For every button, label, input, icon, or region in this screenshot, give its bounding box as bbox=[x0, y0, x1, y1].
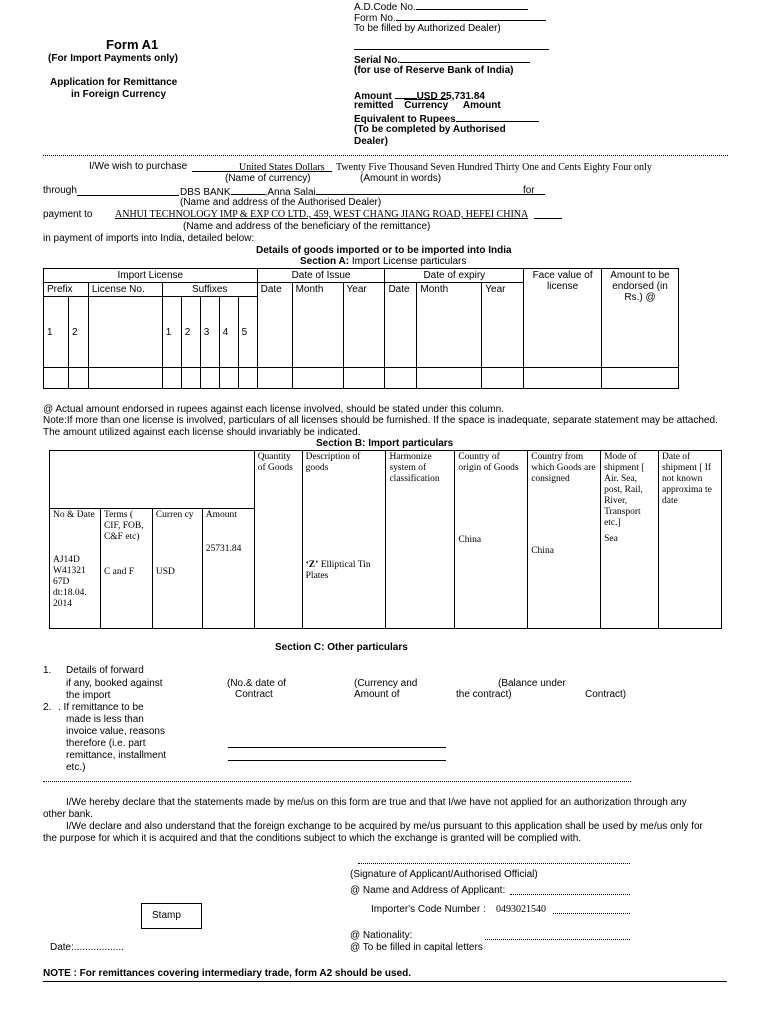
signature-label: (Signature of Applicant/Authorised Official) bbox=[350, 869, 538, 880]
importer-code-value: 0493021540 bbox=[496, 904, 546, 915]
no-date-value: AJ14D W41321 67D dt:18.04. 2014 bbox=[53, 555, 87, 609]
currency-label: Currency bbox=[404, 100, 449, 111]
remitted-line bbox=[354, 100, 501, 112]
license-header-row bbox=[44, 269, 679, 283]
suffixes-header: Suffixes bbox=[162, 283, 257, 297]
beneficiary-note: (Name and address of the beneficiary of the remittance) bbox=[183, 221, 431, 232]
suffix-3: 3 bbox=[200, 297, 219, 368]
suffix-5: 5 bbox=[238, 297, 257, 368]
import-header-row bbox=[50, 451, 722, 509]
contract-close: Contract) bbox=[585, 689, 627, 700]
amount-header: Amount bbox=[205, 510, 237, 520]
section-a-subtitle: Import License particulars bbox=[349, 256, 467, 267]
item1-number: 1. bbox=[43, 665, 52, 676]
completed-by-1: (To be completed by Authorised bbox=[354, 124, 506, 135]
terms-header: Terms ( CIF, FOB, C&F etc) bbox=[103, 510, 144, 542]
license-blank-row bbox=[44, 368, 679, 389]
note-3: The amount utilized against each license should invariably be indicated. bbox=[43, 427, 361, 438]
item2-line3: invoice value, reasons bbox=[66, 726, 165, 737]
date-of-issue-header: Date of Issue bbox=[257, 269, 385, 283]
through-label: through bbox=[43, 185, 77, 196]
item2-number: 2. bbox=[43, 702, 52, 713]
capital-note: @ To be filled in capital letters bbox=[350, 942, 483, 953]
mode-header bbox=[601, 451, 659, 629]
date-of-expiry-header: Date of expiry bbox=[385, 269, 524, 283]
expiry-date-header: Date bbox=[385, 283, 417, 368]
application-title-2: in Foreign Currency bbox=[71, 89, 167, 100]
date-label: Date:.................. bbox=[50, 942, 124, 953]
item1-line3: the import bbox=[66, 690, 111, 701]
wish-label: I/We wish to purchase bbox=[89, 161, 188, 172]
form-no-label: Form No. bbox=[354, 13, 396, 24]
reason-line-2 bbox=[228, 760, 446, 761]
section-a-label: Section A: bbox=[300, 256, 350, 267]
consigned-header-text: Country from which Goods are consigned bbox=[531, 452, 596, 484]
no-date-cell bbox=[50, 509, 101, 629]
stamp-label: Stamp bbox=[152, 910, 181, 921]
nationality-dots bbox=[485, 939, 630, 940]
name-address-dots bbox=[510, 894, 630, 895]
declaration-2: I/We declare and also understand that the foreign exchange to be acquired by me/us pursuant to this application shall be used by me/us only for bbox=[66, 821, 703, 832]
issue-year-header: Year bbox=[343, 283, 385, 368]
serial-no-label: Serial No. bbox=[354, 55, 401, 66]
form-title: Form A1 bbox=[106, 37, 159, 52]
currency-header: Curren cy bbox=[155, 510, 194, 520]
ship-date-header: Date of shipment [ If not known approxima te date bbox=[659, 451, 722, 629]
origin-header-text: Country of origin of Goods bbox=[458, 452, 519, 473]
declaration-1b: other bank. bbox=[43, 809, 94, 820]
expiry-month-header: Month bbox=[417, 283, 482, 368]
section-c-title: Section C: Other particulars bbox=[275, 642, 408, 653]
desc-value-rest: Elliptical Tin Plates bbox=[305, 560, 371, 581]
amount-cell-value: 25731.84 bbox=[205, 544, 242, 554]
balance-1: (Balance under bbox=[498, 678, 566, 689]
dealer-note: (Name and address of the Authorised Dealer) bbox=[180, 197, 382, 208]
balance-2: the contract) bbox=[456, 689, 512, 700]
currency-amount-1: (Currency and bbox=[354, 678, 418, 689]
currency-amount-2: Amount of bbox=[354, 689, 400, 700]
item2-line5: remittance, installment bbox=[66, 750, 167, 761]
note-1: @ Actual amount endorsed in rupees against each license involved, should be stated under this column. bbox=[43, 404, 504, 415]
suffix-4: 4 bbox=[219, 297, 238, 368]
prefix-2: 2 bbox=[68, 297, 88, 368]
beneficiary-value: ANHUI TECHNOLOGY IMP & EXP CO LTD., 459, WEST CHANG JIANG ROAD, HEFEI CHINA bbox=[115, 209, 529, 220]
for-import-note: (For Import Payments only) bbox=[48, 53, 179, 64]
amount-label: Amount bbox=[354, 91, 392, 102]
declaration-2b: the purpose for which it is acquired and that the conditions subject to which the exchange is granted will be complied with. bbox=[43, 833, 582, 844]
divider-line bbox=[354, 49, 549, 50]
declaration-1: I/We hereby declare that the statements made by me/us on this form are true and that I/we have not applied for an authorization through any bbox=[66, 797, 687, 808]
details-title: Details of goods imported or to be imported into India bbox=[256, 245, 512, 256]
expiry-year-header: Year bbox=[482, 283, 524, 368]
ad-code-label: A.D.Code No. bbox=[354, 2, 416, 13]
license-table bbox=[43, 268, 679, 389]
item2-line6: etc.) bbox=[66, 762, 86, 773]
issue-date-header: Date bbox=[257, 283, 292, 368]
desc-value-bold: ‘Z’ bbox=[305, 560, 319, 570]
face-value-header: Face value of license bbox=[524, 269, 602, 368]
footer-line bbox=[43, 981, 727, 982]
contract-no-1: (No.& date of bbox=[227, 678, 286, 689]
item2-line2: made is less than bbox=[66, 714, 144, 725]
amount-endorsed-header: Amount to be endorsed (in Rs.) @ bbox=[602, 269, 679, 368]
section-a-title bbox=[300, 256, 466, 268]
dotted-separator bbox=[43, 155, 728, 156]
amount-word: Amount bbox=[462, 100, 501, 111]
origin-header bbox=[455, 451, 528, 629]
section-b-title: Section B: Import particulars bbox=[316, 438, 454, 449]
suffix-1: 1 bbox=[162, 297, 181, 368]
item1-line2: if any, booked against bbox=[66, 678, 163, 689]
consigned-header bbox=[528, 451, 601, 629]
import-particulars-table bbox=[49, 450, 722, 629]
terms-cell bbox=[100, 509, 152, 629]
bank-address: ,Anna Salai bbox=[264, 187, 316, 198]
prefix-header: Prefix bbox=[44, 283, 89, 297]
currency-cell bbox=[152, 509, 202, 629]
desc-header bbox=[302, 451, 386, 629]
import-license-header: Import License bbox=[44, 269, 258, 283]
consigned-value: China bbox=[531, 546, 554, 556]
note-2: Note:If more than one license is involved, particulars of all licenses should be furnished. If the space is inadequate, separate statement may be attached. bbox=[43, 415, 718, 426]
no-date-header: No & Date bbox=[53, 510, 95, 520]
nationality-label: @ Nationality: bbox=[350, 930, 413, 941]
reason-line-1 bbox=[228, 747, 446, 748]
dotted-separator-2 bbox=[43, 781, 631, 782]
amount-in-words-note: (Amount in words) bbox=[360, 173, 442, 184]
contract-no-2: Contract bbox=[235, 689, 273, 700]
application-title-1: Application for Remittance bbox=[50, 77, 178, 88]
filled-by-note: To be filled by Authorized Dealer) bbox=[354, 23, 501, 34]
remitted-label: remitted bbox=[354, 100, 394, 111]
license-no-header: License No. bbox=[88, 283, 162, 297]
payment-to-label: payment to bbox=[43, 209, 93, 220]
hs-header: Harmonize system of classification bbox=[386, 451, 455, 629]
name-of-currency-note: (Name of currency) bbox=[225, 173, 311, 184]
footer-note: NOTE : For remittances covering intermediary trade, form A2 should be used. bbox=[43, 968, 412, 979]
importer-code-dots bbox=[553, 913, 630, 914]
name-address-label: @ Name and Address of Applicant: bbox=[350, 885, 506, 896]
stamp-box bbox=[141, 903, 202, 929]
issue-month-header: Month bbox=[292, 283, 343, 368]
importer-code-label: Importer's Code Number : bbox=[371, 904, 486, 915]
currency-value: USD bbox=[155, 567, 175, 577]
suffix-2: 2 bbox=[181, 297, 200, 368]
item2-line4: therefore (i.e. part bbox=[66, 738, 146, 749]
bank-name: DBS BANK bbox=[180, 187, 231, 198]
completed-by-2: Dealer) bbox=[354, 136, 388, 147]
license-no-cell bbox=[88, 297, 162, 368]
desc-header-text: Description of goods bbox=[305, 452, 361, 473]
qty-header: Quantity of Goods bbox=[254, 451, 302, 629]
terms-value: C and F bbox=[103, 567, 135, 577]
signature-line bbox=[358, 863, 630, 864]
serial-note: (for use of Reserve Bank of India) bbox=[354, 65, 514, 76]
through-underline bbox=[77, 195, 179, 196]
item1-line1: Details of forward bbox=[66, 665, 144, 676]
item2-line1: . If remittance to be bbox=[58, 702, 144, 713]
equivalent-label: Equivalent to Rupees bbox=[354, 114, 456, 125]
origin-value: China bbox=[458, 535, 482, 545]
beneficiary-underline bbox=[534, 218, 562, 219]
in-payment-note: in payment of imports into India, detailed below: bbox=[43, 233, 255, 244]
mode-value: Sea bbox=[604, 534, 618, 544]
for-label: for bbox=[523, 185, 535, 196]
prefix-1: 1 bbox=[44, 297, 69, 368]
desc-value bbox=[306, 560, 383, 582]
amount-words-value: Twenty Five Thousand Seven Hundred Thirty One and Cents Eighty Four only bbox=[336, 162, 652, 173]
mode-header-text: Mode of shipment [ Air. Sea, post, Rail, River, Transport etc.] bbox=[604, 452, 645, 528]
amount-value: USD 25,731.84 bbox=[416, 91, 485, 102]
currency-name-value: United States Dollars bbox=[239, 162, 325, 173]
amount-cell bbox=[202, 509, 254, 629]
